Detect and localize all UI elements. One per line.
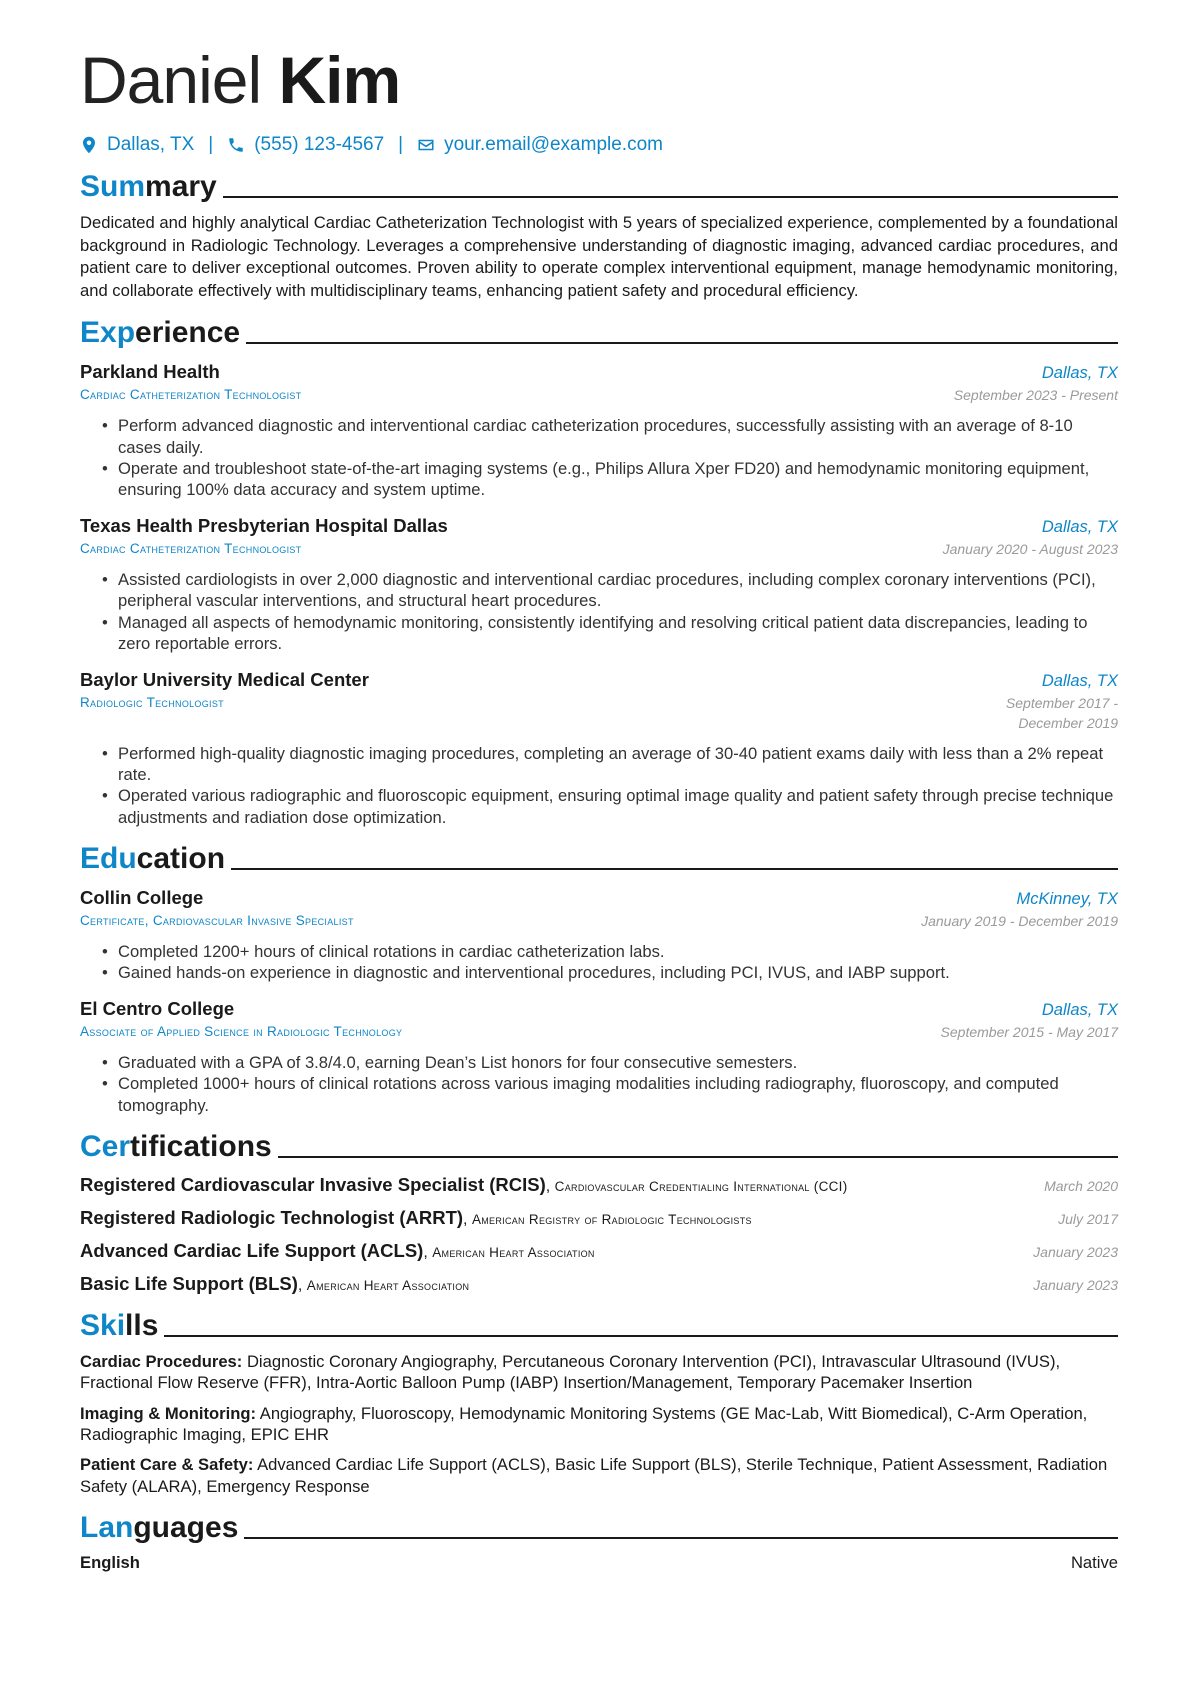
entry-role: Cardiac Catheterization Technologist <box>80 541 302 557</box>
cert-date: March 2020 <box>1044 1177 1118 1194</box>
email-link[interactable]: your.email@example.com <box>444 134 663 155</box>
cert-date: July 2017 <box>1058 1210 1118 1227</box>
skill-group <box>80 1403 1118 1446</box>
contact-separator: | <box>208 134 214 155</box>
section-summary-heading <box>80 170 1118 204</box>
section-title: Languages <box>80 1511 239 1545</box>
certification-item: Advanced Cardiac Life Support (ACLS), American Heart Association January 2023 <box>80 1239 1118 1261</box>
language-name: English <box>80 1553 140 1573</box>
certification-item: Registered Cardiovascular Invasive Specialist (RCIS), Cardiovascular Credentialing International (CCI) March 2020 <box>80 1173 1118 1195</box>
entry-location: McKinney, TX <box>1016 889 1118 908</box>
entry-location: Dallas, TX <box>1041 364 1118 383</box>
cert-title: Advanced Cardiac Life Support (ACLS) <box>80 1239 424 1261</box>
section-certifications-heading <box>80 1130 1118 1164</box>
cert-issuer: American Registry of Radiologic Technologists <box>471 1211 752 1227</box>
entry-date: September 2017 - December 2019 <box>1005 695 1118 731</box>
entry-organization: Baylor University Medical Center <box>80 669 369 690</box>
section-title: Skills <box>80 1308 159 1342</box>
section-rule <box>164 1335 1118 1337</box>
section-title: Certifications <box>80 1129 272 1163</box>
entry-bullets <box>102 1052 1118 1116</box>
map-marker-icon <box>80 136 98 154</box>
cert-title: Registered Radiologic Technologist (ARRT) <box>80 1206 464 1228</box>
certification-list <box>80 1174 1118 1295</box>
bullet-item: • Operate and troubleshoot state-of-the-art imaging systems (e.g., Philips Allura Xper FD20) and hemodynamic monitoring equipment, ensuring 100% data accuracy and system uptime. <box>102 458 1118 500</box>
skill-group <box>80 1351 1118 1394</box>
entry-location: Dallas, TX <box>1041 518 1118 537</box>
skill-label: Patient Care & Safety: <box>80 1455 254 1475</box>
contact-line <box>80 134 1118 156</box>
bullet-item: • Managed all aspects of hemodynamic monitoring, consistently identifying and resolving critical patient data discrepancies, leading to zero reportable errors. <box>102 612 1118 654</box>
cert-issuer: Cardiovascular Credentialing International (CCI) <box>554 1178 848 1194</box>
education-list <box>80 886 1118 1116</box>
cert-title: Registered Cardiovascular Invasive Specialist (RCIS) <box>80 1173 546 1195</box>
bullet-item: • Completed 1000+ hours of clinical rotations across various imaging modalities including radiography, fluoroscopy, and computed tomography. <box>102 1073 1118 1115</box>
bullet-item: • Performed high-quality diagnostic imaging procedures, completing an average of 30-40 patient exams daily with less than a 2% repeat rate. <box>102 743 1118 785</box>
entry-location: Dallas, TX <box>1041 672 1118 690</box>
bullet-item: • Perform advanced diagnostic and interventional cardiac catheterization procedures, successfully assisting with an average of 8-10 cases daily. <box>102 415 1118 457</box>
entry-date: September 2023 - Present <box>953 387 1118 404</box>
skill-label: Imaging & Monitoring: <box>80 1403 257 1423</box>
education-entry <box>80 886 1118 983</box>
experience-list <box>80 360 1118 827</box>
skill-text: Diagnostic Coronary Angiography, Percutaneous Coronary Intervention (PCI), Intravascular Ultrasound (IVUS), Fractional Flow Reserve (FFR), Intra-Aortic Balloon Pump (IABP) Insertion/Management, Temporary Pacemaker Insertion <box>80 1351 1061 1393</box>
entry-bullets <box>102 569 1118 654</box>
entry-organization: Texas Health Presbyterian Hospital Dallas <box>80 515 448 537</box>
resume-page <box>80 40 1118 1573</box>
bullet-item: • Assisted cardiologists in over 2,000 diagnostic and interventional cardiac procedures, including complex coronary interventions (PCI), peripheral vascular interventions, and structural heart procedures. <box>102 569 1118 611</box>
cert-title: Basic Life Support (BLS) <box>80 1272 298 1294</box>
skill-text: Advanced Cardiac Life Support (ACLS), Basic Life Support (BLS), Sterile Technique, Patient Assessment, Radiation Safety (ALARA), Emergency Response <box>80 1455 1108 1496</box>
entry-date: January 2019 - December 2019 <box>921 912 1118 929</box>
cert-date: January 2023 <box>1033 1243 1118 1260</box>
bullet-item: • Completed 1200+ hours of clinical rotations in cardiac catheterization labs. <box>102 941 1118 962</box>
section-title: Experience <box>80 316 241 350</box>
bullet-item: • Operated various radiographic and fluoroscopic equipment, ensuring optimal image quality and patient safety through precise technique adjustments and radiation dose optimization. <box>102 785 1118 827</box>
entry-date: September 2015 - May 2017 <box>940 1024 1118 1041</box>
language-item <box>80 1553 1118 1573</box>
entry-organization: Collin College <box>80 886 204 908</box>
entry-bullets <box>102 743 1118 828</box>
envelope-icon <box>417 136 435 154</box>
section-skills-heading <box>80 1309 1118 1343</box>
phone-icon <box>227 136 245 154</box>
contact-phone[interactable] <box>227 134 384 156</box>
section-experience-heading <box>80 316 1118 350</box>
section-rule <box>244 1537 1118 1539</box>
section-education-heading <box>80 842 1118 876</box>
cert-issuer: American Heart Association <box>432 1244 595 1260</box>
section-title: Education <box>80 841 226 875</box>
contact-separator: | <box>398 134 404 155</box>
section-title: Summary <box>80 170 217 203</box>
cert-issuer: American Heart Association <box>306 1277 470 1293</box>
section-languages-heading <box>80 1511 1118 1545</box>
bullet-item: • Graduated with a GPA of 3.8/4.0, earning Dean’s List honors for four consecutive semesters. <box>102 1052 1118 1073</box>
section-rule <box>231 868 1118 870</box>
entry-role: Cardiac Catheterization Technologist <box>80 387 302 403</box>
candidate-name <box>80 40 1118 120</box>
education-entry <box>80 997 1118 1116</box>
section-rule <box>278 1156 1118 1158</box>
location-text: Dallas, TX <box>107 134 195 155</box>
entry-bullets <box>102 415 1118 500</box>
entry-organization: Parkland Health <box>80 361 220 383</box>
entry-bullets <box>102 941 1118 983</box>
cert-date: January 2023 <box>1033 1276 1118 1293</box>
contact-location <box>80 134 194 156</box>
skill-label: Cardiac Procedures: <box>80 1351 243 1371</box>
entry-role: Certificate, Cardiovascular Invasive Specialist <box>80 912 354 928</box>
phone-text[interactable]: (555) 123-4567 <box>254 134 385 155</box>
bullet-item: • Gained hands-on experience in diagnostic and interventional procedures, including PCI, IVUS, and IABP support. <box>102 962 1118 983</box>
skill-text: Angiography, Fluoroscopy, Hemodynamic Monitoring Systems (GE Mac-Lab, Witt Biomedical), C-Arm Operation, Radiographic Imaging, EPIC EHR <box>80 1403 1088 1445</box>
experience-entry <box>80 668 1118 828</box>
certification-item: Registered Radiologic Technologist (ARRT), American Registry of Radiologic Technologists July 2017 <box>80 1206 1118 1228</box>
skills-list <box>80 1351 1118 1497</box>
language-level: Native <box>1070 1553 1118 1573</box>
entry-role: Radiologic Technologist <box>80 695 224 710</box>
summary-text: Dedicated and highly analytical Cardiac Catheterization Technologist with 5 years of specialized experience, complemented by a foundational background in Radiologic Technology. Leverages a comprehensive understanding of diagnostic imaging, advanced cardiac procedures, and patient care to deliver exceptional outcomes. Proven ability to operate complex interventional equipment, manage hemodynamic monitoring, and collaborate effectively with multidisciplinary teams, enhancing patient safety and procedural efficiency. <box>80 213 1118 300</box>
section-rule <box>223 196 1118 198</box>
experience-entry <box>80 360 1118 500</box>
contact-email[interactable] <box>417 134 663 156</box>
entry-location: Dallas, TX <box>1041 1001 1118 1020</box>
experience-entry <box>80 514 1118 654</box>
section-rule <box>246 342 1118 344</box>
last-name: Kim <box>278 43 401 117</box>
certification-item: Basic Life Support (BLS), American Heart Association January 2023 <box>80 1272 1118 1294</box>
first-name: Daniel <box>80 43 262 117</box>
skill-group <box>80 1454 1118 1497</box>
entry-organization: El Centro College <box>80 998 235 1020</box>
entry-date: January 2020 - August 2023 <box>942 541 1118 558</box>
entry-role: Associate of Applied Science in Radiologic Technology <box>80 1024 403 1040</box>
